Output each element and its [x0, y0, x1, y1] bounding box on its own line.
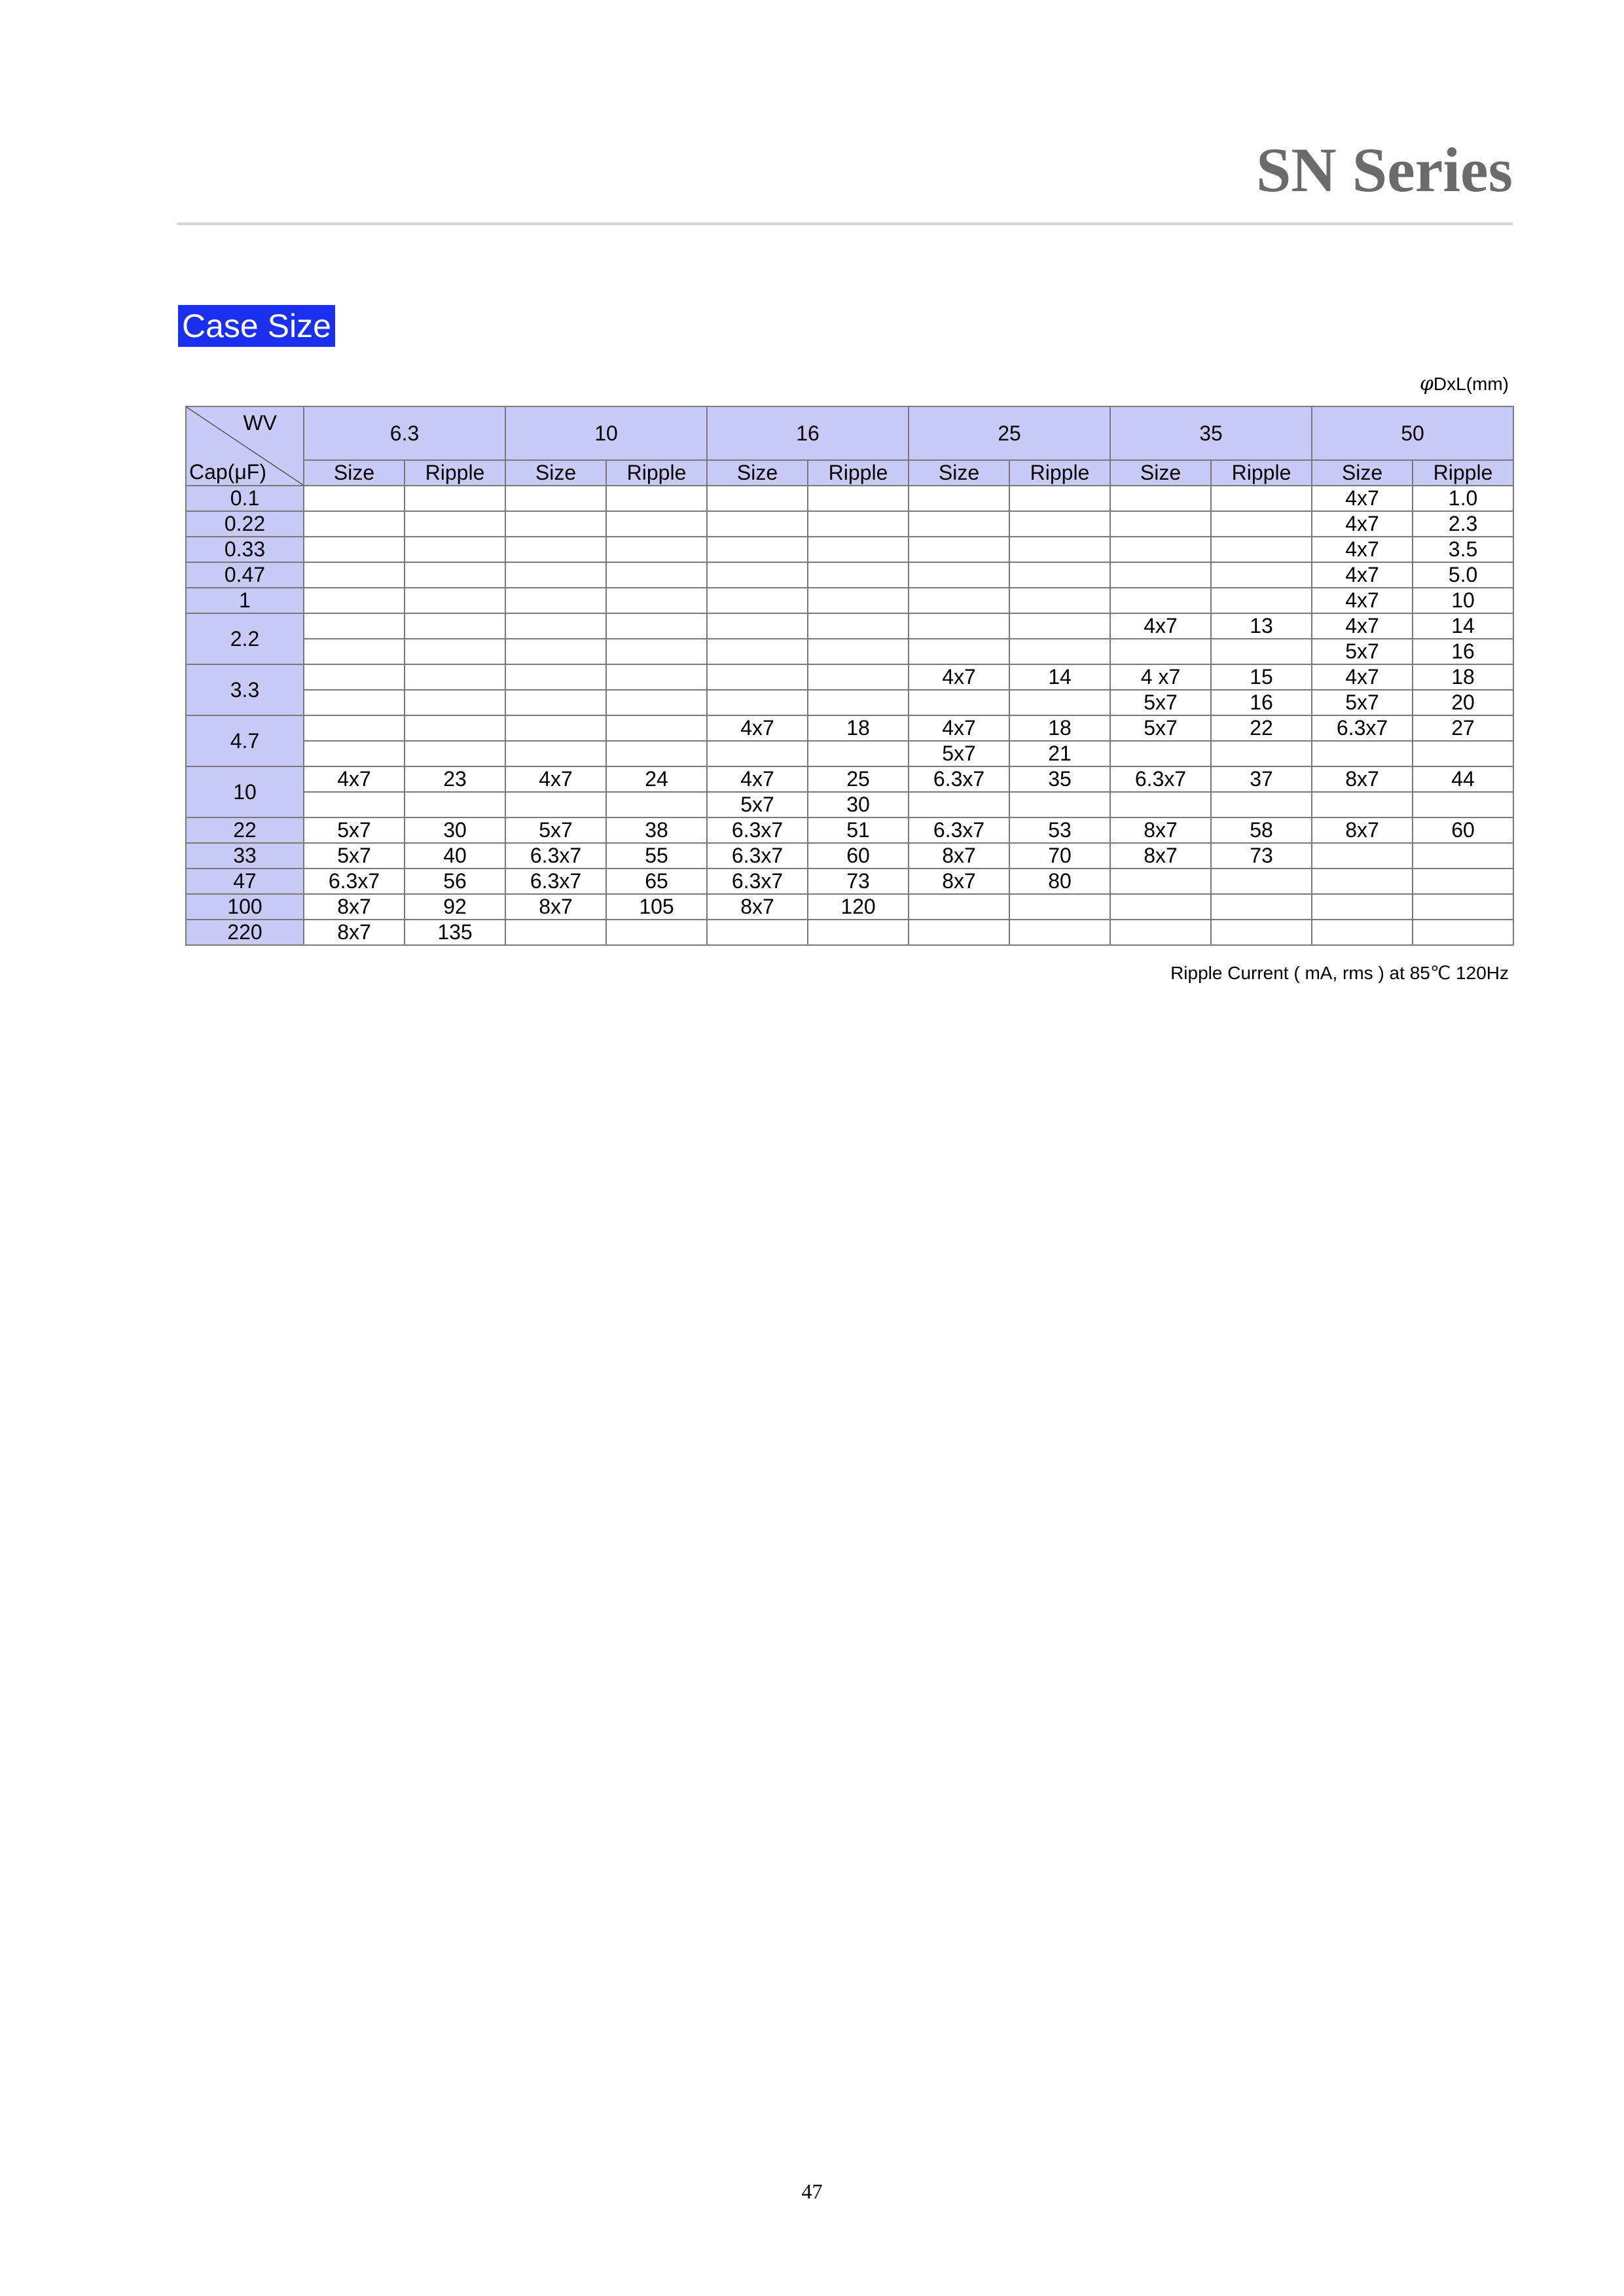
ripple-cell: 60 [1413, 817, 1513, 843]
ripple-cell [405, 664, 505, 690]
table-row [186, 588, 1513, 613]
size-cell [304, 639, 405, 664]
ripple-cell [808, 664, 909, 690]
ripple-cell: 13 [1211, 613, 1312, 639]
ripple-cell [808, 511, 909, 537]
size-cell: 5x7 [304, 817, 405, 843]
ripple-cell [606, 690, 707, 715]
ripple-cell [405, 792, 505, 817]
ripple-cell [405, 511, 505, 537]
sub-header-row [186, 460, 1513, 486]
ripple-column-header: Ripple [808, 460, 909, 486]
size-cell: 4x7 [707, 766, 808, 792]
ripple-cell [1413, 869, 1513, 894]
capacitance-cell: 0.47 [186, 562, 304, 588]
table-row [186, 741, 1513, 766]
voltage-header: 10 [505, 406, 707, 460]
ripple-cell [405, 690, 505, 715]
size-cell [909, 613, 1009, 639]
ripple-cell: 120 [808, 894, 909, 920]
size-cell: 8x7 [304, 920, 405, 945]
table-row [186, 486, 1513, 511]
ripple-cell: 15 [1211, 664, 1312, 690]
table-row [186, 715, 1513, 741]
size-cell: 4x7 [1312, 613, 1413, 639]
size-cell [505, 613, 606, 639]
ripple-cell [808, 486, 909, 511]
ripple-cell [808, 920, 909, 945]
size-cell: 4x7 [1312, 511, 1413, 537]
size-cell: 4 x7 [1110, 664, 1211, 690]
ripple-cell: 22 [1211, 715, 1312, 741]
size-cell: 6.3x7 [1312, 715, 1413, 741]
size-cell [909, 690, 1009, 715]
size-cell [304, 562, 405, 588]
ripple-cell: 1.0 [1413, 486, 1513, 511]
ripple-cell [1413, 843, 1513, 869]
series-title: SN Series [1256, 135, 1513, 205]
size-cell [707, 613, 808, 639]
size-cell [1110, 792, 1211, 817]
voltage-header: 16 [707, 406, 909, 460]
size-cell [707, 690, 808, 715]
size-cell [505, 511, 606, 537]
ripple-column-header: Ripple [405, 460, 505, 486]
size-cell [909, 511, 1009, 537]
size-cell [1312, 843, 1413, 869]
ripple-cell: 24 [606, 766, 707, 792]
ripple-cell [405, 741, 505, 766]
ripple-cell: 40 [405, 843, 505, 869]
capacitance-cell: 10 [186, 766, 304, 817]
size-cell: 5x7 [707, 792, 808, 817]
size-cell [707, 664, 808, 690]
ripple-cell: 23 [405, 766, 505, 792]
capacitance-cell: 47 [186, 869, 304, 894]
size-cell [304, 741, 405, 766]
ripple-cell [808, 639, 909, 664]
size-cell [1110, 537, 1211, 562]
ripple-column-header: Ripple [1211, 460, 1312, 486]
ripple-cell: 60 [808, 843, 909, 869]
table-row [186, 664, 1513, 690]
ripple-cell [1009, 562, 1110, 588]
ripple-cell [606, 562, 707, 588]
ripple-cell: 25 [808, 766, 909, 792]
ripple-cell [1009, 537, 1110, 562]
size-cell [505, 741, 606, 766]
ripple-cell: 53 [1009, 817, 1110, 843]
ripple-cell [1009, 486, 1110, 511]
capacitance-cell: 2.2 [186, 613, 304, 664]
ripple-cell [1211, 639, 1312, 664]
voltage-header-row [186, 406, 1513, 460]
size-cell: 4x7 [707, 715, 808, 741]
ripple-cell [1211, 537, 1312, 562]
size-cell: 4x7 [1312, 562, 1413, 588]
size-cell: 4x7 [1312, 486, 1413, 511]
capacitance-cell: 0.1 [186, 486, 304, 511]
size-cell: 4x7 [1312, 588, 1413, 613]
ripple-cell [1211, 894, 1312, 920]
voltage-header: 50 [1312, 406, 1513, 460]
ripple-cell [606, 639, 707, 664]
table-row [186, 843, 1513, 869]
ripple-cell [1211, 792, 1312, 817]
table-row [186, 639, 1513, 664]
ripple-cell [1009, 588, 1110, 613]
size-cell [1110, 894, 1211, 920]
size-cell [909, 639, 1009, 664]
size-cell [304, 537, 405, 562]
size-cell [505, 562, 606, 588]
size-cell: 6.3x7 [909, 817, 1009, 843]
size-cell: 6.3x7 [304, 869, 405, 894]
ripple-cell: 73 [1211, 843, 1312, 869]
size-cell [505, 664, 606, 690]
size-cell: 6.3x7 [505, 843, 606, 869]
ripple-cell: 16 [1211, 690, 1312, 715]
size-cell [505, 920, 606, 945]
size-cell: 4x7 [304, 766, 405, 792]
table-row [186, 613, 1513, 639]
size-cell [707, 511, 808, 537]
size-cell [1110, 562, 1211, 588]
size-cell: 5x7 [1110, 690, 1211, 715]
size-cell: 8x7 [1110, 843, 1211, 869]
ripple-cell [1009, 613, 1110, 639]
ripple-cell: 105 [606, 894, 707, 920]
size-cell [909, 894, 1009, 920]
size-cell: 5x7 [1312, 690, 1413, 715]
capacitance-cell: 220 [186, 920, 304, 945]
ripple-cell: 80 [1009, 869, 1110, 894]
ripple-cell [606, 741, 707, 766]
ripple-cell [405, 486, 505, 511]
size-cell [909, 537, 1009, 562]
ripple-cell [606, 537, 707, 562]
size-cell [505, 537, 606, 562]
ripple-cell [808, 537, 909, 562]
size-cell: 4x7 [909, 664, 1009, 690]
table-corner-cell [186, 406, 304, 486]
ripple-cell [1009, 920, 1110, 945]
ripple-cell: 18 [1009, 715, 1110, 741]
ripple-cell [1211, 869, 1312, 894]
ripple-cell [1413, 894, 1513, 920]
ripple-cell [606, 613, 707, 639]
size-column-header: Size [1110, 460, 1211, 486]
size-cell [707, 562, 808, 588]
ripple-cell [405, 715, 505, 741]
table-row [186, 690, 1513, 715]
table-body [186, 486, 1513, 945]
size-cell: 5x7 [1110, 715, 1211, 741]
ripple-cell: 18 [1413, 664, 1513, 690]
ripple-cell [606, 588, 707, 613]
table-row [186, 766, 1513, 792]
capacitance-cell: 0.22 [186, 511, 304, 537]
ripple-cell [1211, 920, 1312, 945]
size-cell: 6.3x7 [707, 817, 808, 843]
ripple-cell: 30 [405, 817, 505, 843]
ripple-cell: 58 [1211, 817, 1312, 843]
table-row [186, 894, 1513, 920]
table-row [186, 792, 1513, 817]
size-cell: 4x7 [1110, 613, 1211, 639]
size-cell [909, 920, 1009, 945]
ripple-cell: 16 [1413, 639, 1513, 664]
ripple-cell [1009, 511, 1110, 537]
size-cell [1110, 511, 1211, 537]
size-cell: 6.3x7 [505, 869, 606, 894]
ripple-cell [1211, 486, 1312, 511]
size-cell [1312, 920, 1413, 945]
size-cell [505, 588, 606, 613]
ripple-cell [1413, 741, 1513, 766]
ripple-cell: 20 [1413, 690, 1513, 715]
size-cell [707, 639, 808, 664]
ripple-cell: 14 [1413, 613, 1513, 639]
ripple-cell: 73 [808, 869, 909, 894]
capacitance-cell: 4.7 [186, 715, 304, 766]
capacitance-cell: 22 [186, 817, 304, 843]
size-cell [909, 792, 1009, 817]
section-heading: Case Size [178, 305, 335, 347]
size-cell [909, 562, 1009, 588]
size-cell: 5x7 [909, 741, 1009, 766]
size-cell [304, 588, 405, 613]
capacitance-cell: 1 [186, 588, 304, 613]
header-divider [177, 223, 1513, 225]
table-row [186, 817, 1513, 843]
ripple-cell [606, 792, 707, 817]
size-column-header: Size [909, 460, 1009, 486]
ripple-cell: 92 [405, 894, 505, 920]
size-cell: 6.3x7 [707, 869, 808, 894]
size-cell: 6.3x7 [909, 766, 1009, 792]
size-cell [505, 715, 606, 741]
ripple-cell [606, 664, 707, 690]
size-cell [707, 741, 808, 766]
ripple-cell: 65 [606, 869, 707, 894]
size-cell [304, 511, 405, 537]
size-cell [304, 690, 405, 715]
ripple-cell [808, 588, 909, 613]
size-cell [304, 792, 405, 817]
size-cell [707, 920, 808, 945]
table-row [186, 869, 1513, 894]
ripple-cell [1211, 741, 1312, 766]
size-cell: 8x7 [707, 894, 808, 920]
size-cell: 4x7 [505, 766, 606, 792]
page-number: 47 [801, 2179, 823, 2203]
ripple-cell [606, 486, 707, 511]
size-cell [1312, 741, 1413, 766]
ripple-cell [808, 613, 909, 639]
ripple-cell [1009, 894, 1110, 920]
ripple-column-header: Ripple [606, 460, 707, 486]
size-cell: 8x7 [1312, 766, 1413, 792]
size-cell [1312, 792, 1413, 817]
size-cell: 8x7 [1110, 817, 1211, 843]
capacitance-label: Cap(μF) [189, 460, 266, 484]
table-row [186, 562, 1513, 588]
size-cell [909, 486, 1009, 511]
size-cell: 5x7 [505, 817, 606, 843]
size-cell [707, 486, 808, 511]
ripple-cell: 44 [1413, 766, 1513, 792]
ripple-cell [1009, 792, 1110, 817]
table-row [186, 920, 1513, 945]
voltage-header: 35 [1110, 406, 1312, 460]
size-cell [909, 588, 1009, 613]
capacitance-cell: 3.3 [186, 664, 304, 715]
ripple-cell: 30 [808, 792, 909, 817]
ripple-cell: 35 [1009, 766, 1110, 792]
size-cell [304, 715, 405, 741]
size-cell [1312, 894, 1413, 920]
ripple-cell [1211, 588, 1312, 613]
size-cell [505, 486, 606, 511]
size-cell [304, 613, 405, 639]
size-cell: 4x7 [1312, 664, 1413, 690]
ripple-cell: 5.0 [1413, 562, 1513, 588]
ripple-column-header: Ripple [1413, 460, 1513, 486]
size-cell: 6.3x7 [707, 843, 808, 869]
wv-label: WV [243, 411, 277, 435]
ripple-cell [606, 511, 707, 537]
unit-note [1420, 373, 1509, 395]
size-cell: 8x7 [505, 894, 606, 920]
ripple-cell: 51 [808, 817, 909, 843]
size-cell: 5x7 [1312, 639, 1413, 664]
ripple-cell [808, 690, 909, 715]
ripple-cell [405, 562, 505, 588]
capacitance-cell: 33 [186, 843, 304, 869]
size-cell [505, 792, 606, 817]
ripple-cell [1413, 920, 1513, 945]
case-size-table [185, 406, 1514, 946]
size-cell: 8x7 [909, 843, 1009, 869]
ripple-cell [606, 920, 707, 945]
ripple-cell: 10 [1413, 588, 1513, 613]
ripple-cell [1009, 639, 1110, 664]
size-cell [1110, 741, 1211, 766]
ripple-cell [808, 741, 909, 766]
ripple-cell: 37 [1211, 766, 1312, 792]
ripple-cell: 14 [1009, 664, 1110, 690]
size-cell [505, 690, 606, 715]
size-cell: 5x7 [304, 843, 405, 869]
size-column-header: Size [1312, 460, 1413, 486]
size-cell: 6.3x7 [1110, 766, 1211, 792]
phi-symbol: φ [1419, 372, 1434, 395]
ripple-column-header: Ripple [1009, 460, 1110, 486]
voltage-header: 6.3 [304, 406, 505, 460]
ripple-cell [405, 537, 505, 562]
ripple-cell: 135 [405, 920, 505, 945]
size-cell [304, 664, 405, 690]
size-cell [505, 639, 606, 664]
ripple-cell: 18 [808, 715, 909, 741]
size-cell [1110, 486, 1211, 511]
capacitance-cell: 0.33 [186, 537, 304, 562]
size-cell: 4x7 [1312, 537, 1413, 562]
size-cell [1110, 920, 1211, 945]
size-cell: 8x7 [909, 869, 1009, 894]
ripple-cell: 21 [1009, 741, 1110, 766]
size-cell [304, 486, 405, 511]
table-row [186, 537, 1513, 562]
size-cell [1110, 869, 1211, 894]
voltage-header: 25 [909, 406, 1110, 460]
ripple-cell [1211, 562, 1312, 588]
ripple-cell [405, 639, 505, 664]
size-cell: 8x7 [1312, 817, 1413, 843]
size-cell [707, 588, 808, 613]
size-cell: 4x7 [909, 715, 1009, 741]
ripple-cell [405, 588, 505, 613]
size-cell [1312, 869, 1413, 894]
ripple-current-note: Ripple Current ( mA, rms ) at 85℃ 120Hz [1170, 963, 1509, 983]
ripple-cell [808, 562, 909, 588]
size-cell: 8x7 [304, 894, 405, 920]
size-column-header: Size [304, 460, 405, 486]
ripple-cell: 56 [405, 869, 505, 894]
size-column-header: Size [505, 460, 606, 486]
capacitance-cell: 100 [186, 894, 304, 920]
size-cell [707, 537, 808, 562]
ripple-cell [606, 715, 707, 741]
size-cell [1110, 588, 1211, 613]
ripple-cell [405, 613, 505, 639]
ripple-cell: 27 [1413, 715, 1513, 741]
ripple-cell: 2.3 [1413, 511, 1513, 537]
ripple-cell: 38 [606, 817, 707, 843]
size-column-header: Size [707, 460, 808, 486]
ripple-cell [1009, 690, 1110, 715]
ripple-cell [1413, 792, 1513, 817]
ripple-cell: 55 [606, 843, 707, 869]
ripple-cell [1211, 511, 1312, 537]
table-row [186, 511, 1513, 537]
ripple-cell: 70 [1009, 843, 1110, 869]
ripple-cell: 3.5 [1413, 537, 1513, 562]
size-cell [1110, 639, 1211, 664]
unit-note-text: DxL(mm) [1433, 374, 1509, 394]
